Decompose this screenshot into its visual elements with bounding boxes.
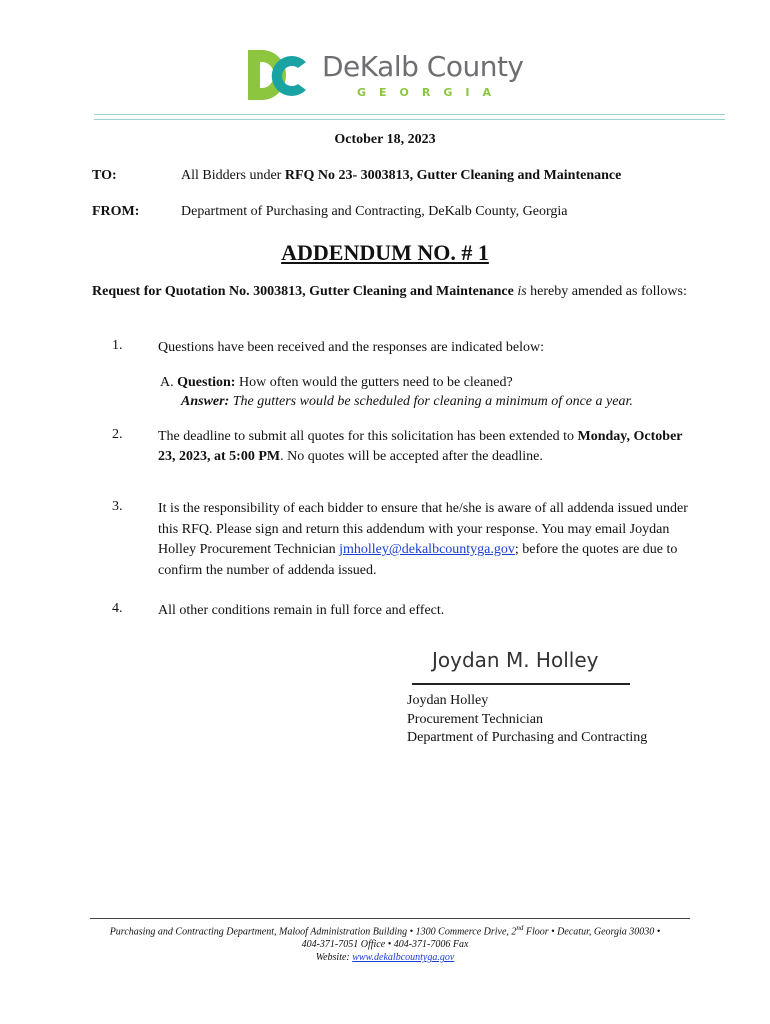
website-label: Website:: [315, 952, 353, 964]
header-rule: [94, 114, 725, 115]
intro-rest: hereby amended as follows:: [526, 284, 687, 299]
answer-label: Answer:: [181, 394, 230, 409]
email-link[interactable]: jmholley@dekalbcountyga.gov: [339, 542, 515, 557]
to-rfq: RFQ No 23- 3003813, Gutter Cleaning and Maintenance: [284, 168, 622, 183]
responsibility-text-end: ; before the quotes are due to confirm the number of addenda issued.: [158, 542, 678, 578]
intro-paragraph: [92, 282, 692, 301]
item-number: 4.: [112, 601, 123, 616]
signer-department: Department of Purchasing and Contracting: [407, 730, 648, 745]
intro-italic: is: [517, 284, 527, 299]
memo-date: October 18, 2023: [334, 132, 436, 147]
item-number: 1.: [112, 338, 123, 353]
intro-bold: Request for Quotation No. 3003813, Gutter Cleaning and Maintenance: [92, 284, 514, 299]
footer-phone: 404-371-7051 Office • 404-371-7006 Fax: [301, 939, 469, 951]
qa-letter: A.: [160, 375, 174, 390]
logo-state: GEORGIA: [357, 86, 504, 99]
dekalb-logo-mark: [248, 48, 312, 102]
footer-address-start: Purchasing and Contracting Department, Maloof Administration Building • 1300 Commerce Drive, 2: [109, 926, 517, 938]
item-text: Questions have been received and the responses are indicated below:: [158, 340, 545, 355]
deadline-date: Monday, October 23, 2023, at 5:00 PM: [158, 429, 683, 464]
item-text: [158, 499, 698, 581]
deadline-text: The deadline to submit all quotes for this solicitation has been extended to: [158, 429, 578, 444]
website-link[interactable]: www.dekalbcountyga.gov: [352, 952, 455, 964]
footer-rule: [90, 918, 690, 919]
item-number: 2.: [112, 427, 123, 442]
addendum-title: ADDENDUM NO. # 1: [281, 240, 489, 265]
from-value: Department of Purchasing and Contracting, DeKalb County, Georgia: [181, 204, 568, 219]
footer-address: [60, 922, 710, 938]
signature-block: [407, 692, 647, 748]
answer-line: [181, 392, 633, 411]
footer: [60, 922, 710, 964]
signature-image: Joydan M. Holley: [432, 648, 599, 672]
footer-sup: nd: [516, 924, 524, 932]
responsibility-text: It is the responsibility of each bidder to ensure that he/she is aware of all addenda issued under this RFQ. Please sign and return this addendum with your response. You may email Joydan Holley Procurement Technician: [158, 501, 688, 557]
to-value: [181, 168, 621, 184]
to-prefix: All Bidders under: [181, 168, 285, 183]
signer-title: Procurement Technician: [407, 711, 543, 727]
header-rule-2: [94, 119, 725, 120]
to-label: TO:: [92, 168, 117, 183]
logo-name: DeKalb County: [322, 50, 524, 83]
signer-name: Joydan Holley: [407, 693, 489, 708]
answer-text: The gutters would be scheduled for cleaning a minimum of once a year.: [229, 394, 633, 409]
footer-website: [60, 951, 710, 964]
item-text: All other conditions remain in full force and effect.: [158, 603, 445, 618]
item-text: [158, 427, 698, 466]
question-label: Question:: [177, 375, 236, 390]
item-number: 3.: [112, 499, 123, 514]
footer-address-end: Floor • Decatur, Georgia 30030 •: [523, 926, 661, 938]
deadline-note: . No quotes will be accepted after the deadline.: [280, 448, 543, 464]
from-label: FROM:: [92, 204, 140, 219]
signature-line: [412, 683, 630, 685]
question-line: [160, 373, 513, 392]
question-text: How often would the gutters need to be cleaned?: [235, 375, 513, 390]
